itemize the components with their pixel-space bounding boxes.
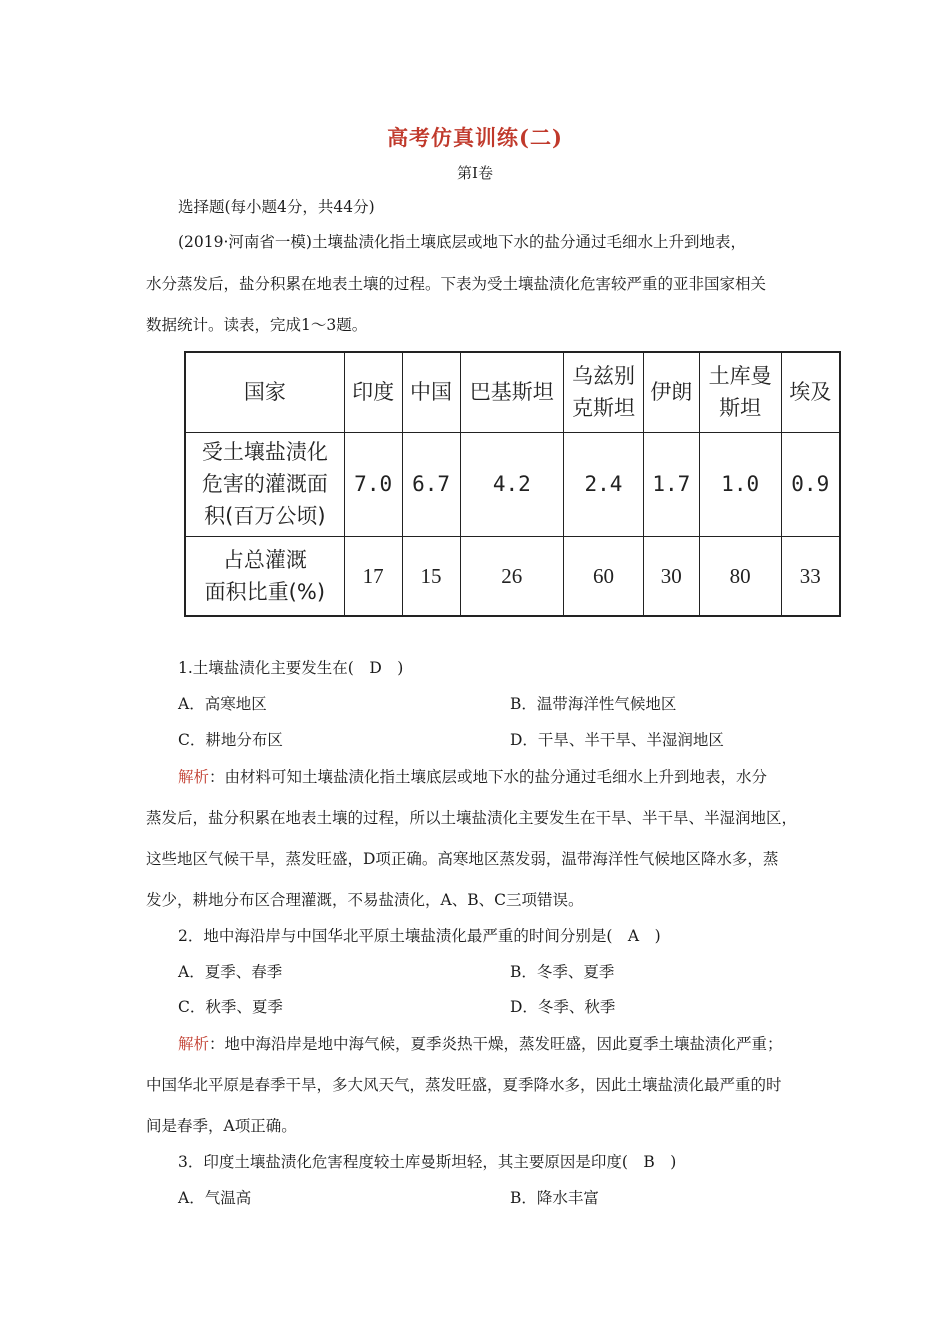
intro-line-2: 水分蒸发后，盐分积累在地表土壤的过程。下表为受土壤盐渍化危害较严重的亚非国家相关 bbox=[146, 275, 767, 293]
table-row bbox=[185, 432, 840, 536]
table-header-cell: 乌兹别 克斯坦 bbox=[564, 352, 644, 432]
table-cell: 60 bbox=[564, 536, 644, 616]
q1-analysis-line-4: 发少，耕地分布区合理灌溉，不易盐渍化，A、B、C三项错误。 bbox=[146, 891, 584, 909]
table-row-label: 受土壤盐渍化 危害的灌溉面 积(百万公顷) bbox=[185, 432, 344, 536]
q1-option-a: A．高寒地区 bbox=[178, 695, 267, 713]
q1-analysis-line-1 bbox=[178, 767, 767, 787]
question-3-stem: 3．印度土壤盐渍化危害程度较土库曼斯坦轻，其主要原因是印度( B ) bbox=[178, 1153, 677, 1171]
table-header-cell: 伊朗 bbox=[643, 352, 699, 432]
table-header-row bbox=[185, 352, 840, 432]
q1-option-d: D．干旱、半干旱、半湿润地区 bbox=[510, 731, 724, 749]
q2-option-d: D．冬季、秋季 bbox=[510, 998, 616, 1016]
table-cell: 80 bbox=[699, 536, 781, 616]
q2-analysis-line-2: 中国华北平原是春季干旱，多大风天气，蒸发旺盛，夏季降水多，因此土壤盐渍化最严重的时 bbox=[146, 1076, 782, 1094]
table-row bbox=[185, 536, 840, 616]
table-cell: 4.2 bbox=[460, 432, 564, 536]
table-row-label: 占总灌溉 面积比重(%) bbox=[185, 536, 344, 616]
q2-analysis-line-3: 间是春季，A项正确。 bbox=[146, 1117, 297, 1135]
question-1-stem: 1.土壤盐渍化主要发生在( D ) bbox=[178, 659, 404, 677]
intro-line-3: 数据统计。读表，完成1～3题。 bbox=[146, 316, 368, 334]
page-subtitle: 第Ⅰ卷 bbox=[457, 164, 493, 182]
analysis-label: 解析 bbox=[178, 768, 210, 786]
table-cell: 2.4 bbox=[564, 432, 644, 536]
table-cell: 6.7 bbox=[402, 432, 460, 536]
table-cell: 15 bbox=[402, 536, 460, 616]
analysis-text: ：地中海沿岸是地中海气候，夏季炎热干燥，蒸发旺盛，因此夏季土壤盐渍化严重； bbox=[209, 1035, 783, 1053]
page-title: 高考仿真训练(二) bbox=[387, 125, 563, 150]
q1-analysis-line-2: 蒸发后，盐分积累在地表土壤的过程，所以土壤盐渍化主要发生在干旱、半干旱、半湿润地区， bbox=[146, 809, 798, 827]
section-heading: 选择题(每小题4分，共44分) bbox=[178, 198, 375, 216]
table-cell: 7.0 bbox=[344, 432, 402, 536]
q1-option-b: B．温带海洋性气候地区 bbox=[510, 695, 677, 713]
q2-option-b: B．冬季、夏季 bbox=[510, 963, 615, 981]
table-header-cell: 埃及 bbox=[781, 352, 840, 432]
table-header-cell: 中国 bbox=[402, 352, 460, 432]
table-cell: 17 bbox=[344, 536, 402, 616]
table-header-cell: 印度 bbox=[344, 352, 402, 432]
table-cell: 1.0 bbox=[699, 432, 781, 536]
q3-option-a: A．气温高 bbox=[178, 1189, 252, 1207]
q2-analysis-line-1 bbox=[178, 1034, 783, 1054]
data-table bbox=[184, 351, 841, 617]
table-cell: 0.9 bbox=[781, 432, 840, 536]
table-header-cell: 巴基斯坦 bbox=[460, 352, 564, 432]
q1-option-c: C．耕地分布区 bbox=[178, 731, 283, 749]
table-header-label: 国家 bbox=[185, 352, 344, 432]
q1-analysis-line-3: 这些地区气候干旱，蒸发旺盛，D项正确。高寒地区蒸发弱，温带海洋性气候地区降水多，蒸 bbox=[146, 850, 779, 868]
intro-line-1: (2019·河南省一模)土壤盐渍化指土壤底层或地下水的盐分通过毛细水上升到地表， bbox=[178, 233, 746, 251]
analysis-text: ：由材料可知土壤盐渍化指土壤底层或地下水的盐分通过毛细水上升到地表，水分 bbox=[209, 768, 768, 786]
table-cell: 30 bbox=[643, 536, 699, 616]
q3-option-b: B．降水丰富 bbox=[510, 1189, 599, 1207]
analysis-label: 解析 bbox=[178, 1035, 210, 1053]
q2-option-c: C．秋季、夏季 bbox=[178, 998, 283, 1016]
question-2-stem: 2．地中海沿岸与中国华北平原土壤盐渍化最严重的时间分别是( A ) bbox=[178, 927, 661, 945]
table-cell: 26 bbox=[460, 536, 564, 616]
table-header-cell: 土库曼 斯坦 bbox=[699, 352, 781, 432]
q2-option-a: A．夏季、春季 bbox=[178, 963, 283, 981]
table-cell: 1.7 bbox=[643, 432, 699, 536]
table-cell: 33 bbox=[781, 536, 840, 616]
